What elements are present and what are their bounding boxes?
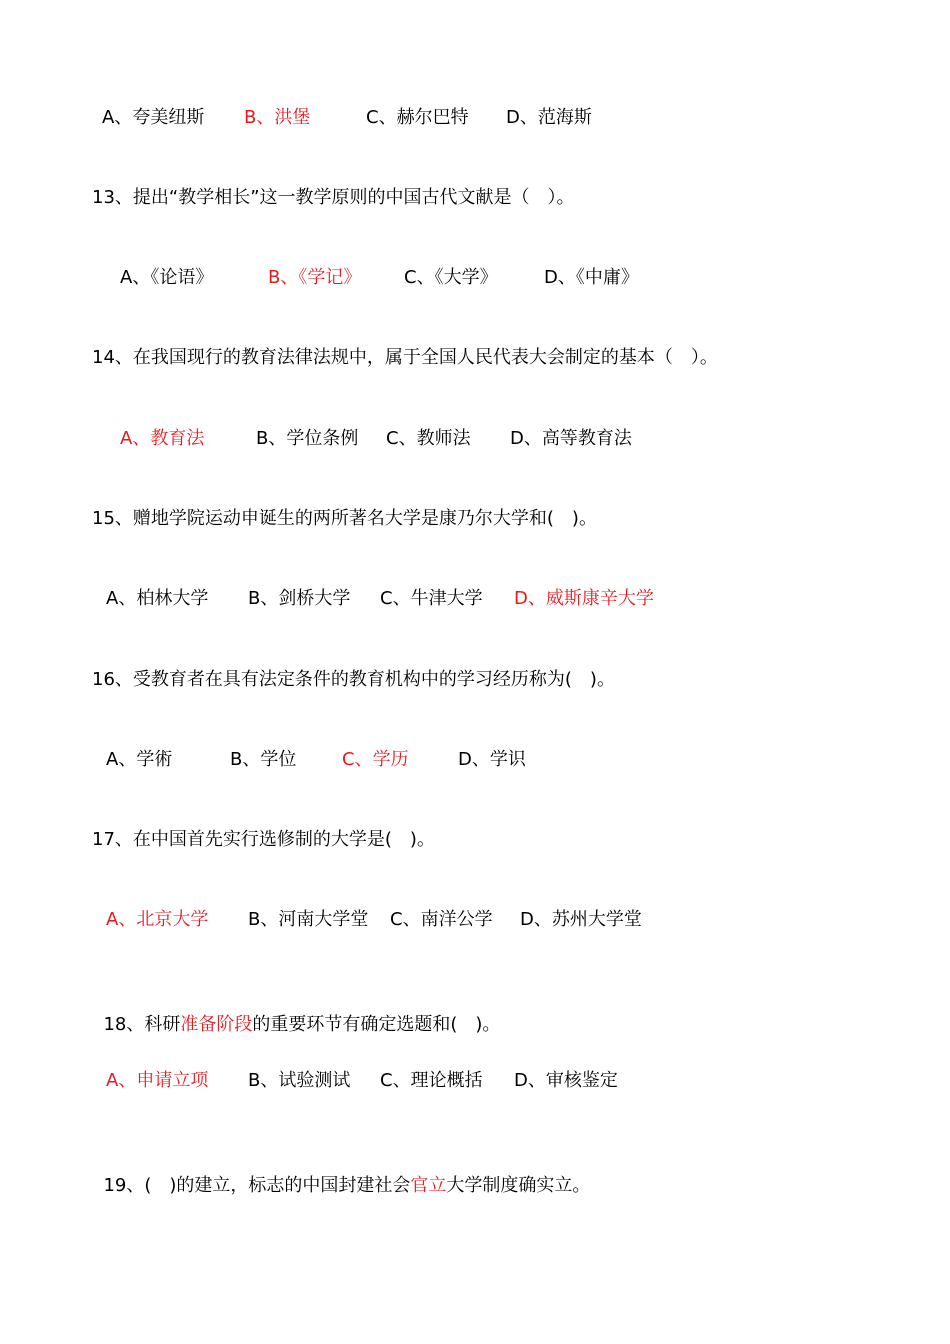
q15-option-d: D、威斯康辛大学 bbox=[514, 588, 654, 609]
q19-stem-part-3: 大学制度确实立。 bbox=[446, 1175, 591, 1196]
q16-option-d: D、学识 bbox=[458, 749, 526, 770]
q17-option-b: B、河南大学堂 bbox=[248, 909, 369, 930]
q14-stem: 14、在我国现行的教育法律法规中，属于全国人民代表大会制定的基本（ ）。 bbox=[92, 347, 718, 368]
q14-option-b: B、学位条例 bbox=[256, 428, 359, 449]
q16-option-a: A、学術 bbox=[106, 749, 173, 770]
q12-option-d: D、范海斯 bbox=[506, 107, 592, 128]
q14-options bbox=[0, 427, 632, 451]
q18-options bbox=[0, 1069, 618, 1093]
q16-stem: 16、受教育者在具有法定条件的教育机构中的学习经历称为( )。 bbox=[92, 669, 615, 690]
q18-stem-part-3: 的重要环节有确定选题和( )。 bbox=[252, 1014, 501, 1035]
q15-option-c: C、牛津大学 bbox=[380, 588, 483, 609]
q17-option-d: D、苏州大学堂 bbox=[520, 909, 642, 930]
q18-stem-part-1: 18、科研 bbox=[103, 1014, 181, 1035]
q17-stem: 17、在中国首先实行选修制的大学是( )。 bbox=[92, 829, 435, 850]
q13-stem: 13、提出“教学相长”这一教学原则的中国古代文献是（ ）。 bbox=[92, 187, 575, 208]
q18-stem-highlight: 准备阶段 bbox=[180, 1014, 253, 1035]
q15-option-b: B、剑桥大学 bbox=[248, 588, 351, 609]
q12-option-b: B、洪堡 bbox=[244, 107, 311, 128]
q12-options bbox=[0, 106, 592, 130]
q12-option-a: A、夸美纽斯 bbox=[102, 107, 205, 128]
q19-stem-highlight: 官立 bbox=[410, 1175, 447, 1196]
q18-option-c: C、理论概括 bbox=[380, 1070, 483, 1091]
q14-option-d: D、高等教育法 bbox=[510, 428, 632, 449]
q19-stem-part-1: 19、( )的建立，标志的中国封建社会 bbox=[103, 1175, 411, 1196]
q17-option-c: C、南洋公学 bbox=[390, 909, 493, 930]
q15-options bbox=[0, 587, 654, 611]
q14-option-a: A、教育法 bbox=[120, 428, 205, 449]
q18-stem bbox=[92, 989, 501, 1035]
q13-option-a: A、《论语》 bbox=[120, 267, 214, 288]
q15-stem: 15、赠地学院运动申诞生的两所著名大学是康乃尔大学和( )。 bbox=[92, 508, 597, 529]
q13-options bbox=[0, 266, 639, 290]
q13-option-b: B、《学记》 bbox=[268, 267, 362, 288]
q18-option-d: D、审核鉴定 bbox=[514, 1070, 618, 1091]
q18-option-b: B、试验测试 bbox=[248, 1070, 351, 1091]
q13-option-c: C、《大学》 bbox=[404, 267, 498, 288]
q17-options bbox=[0, 908, 642, 932]
q13-option-d: D、《中庸》 bbox=[544, 267, 639, 288]
q18-option-a: A、申请立项 bbox=[106, 1070, 209, 1091]
q14-option-c: C、教师法 bbox=[386, 428, 471, 449]
q15-option-a: A、柏林大学 bbox=[106, 588, 209, 609]
q16-option-b: B、学位 bbox=[230, 749, 297, 770]
q19-stem bbox=[92, 1150, 591, 1196]
q16-options bbox=[0, 748, 526, 772]
q12-option-c: C、赫尔巴特 bbox=[366, 107, 469, 128]
q17-option-a: A、北京大学 bbox=[106, 909, 209, 930]
q16-option-c: C、学历 bbox=[342, 749, 409, 770]
